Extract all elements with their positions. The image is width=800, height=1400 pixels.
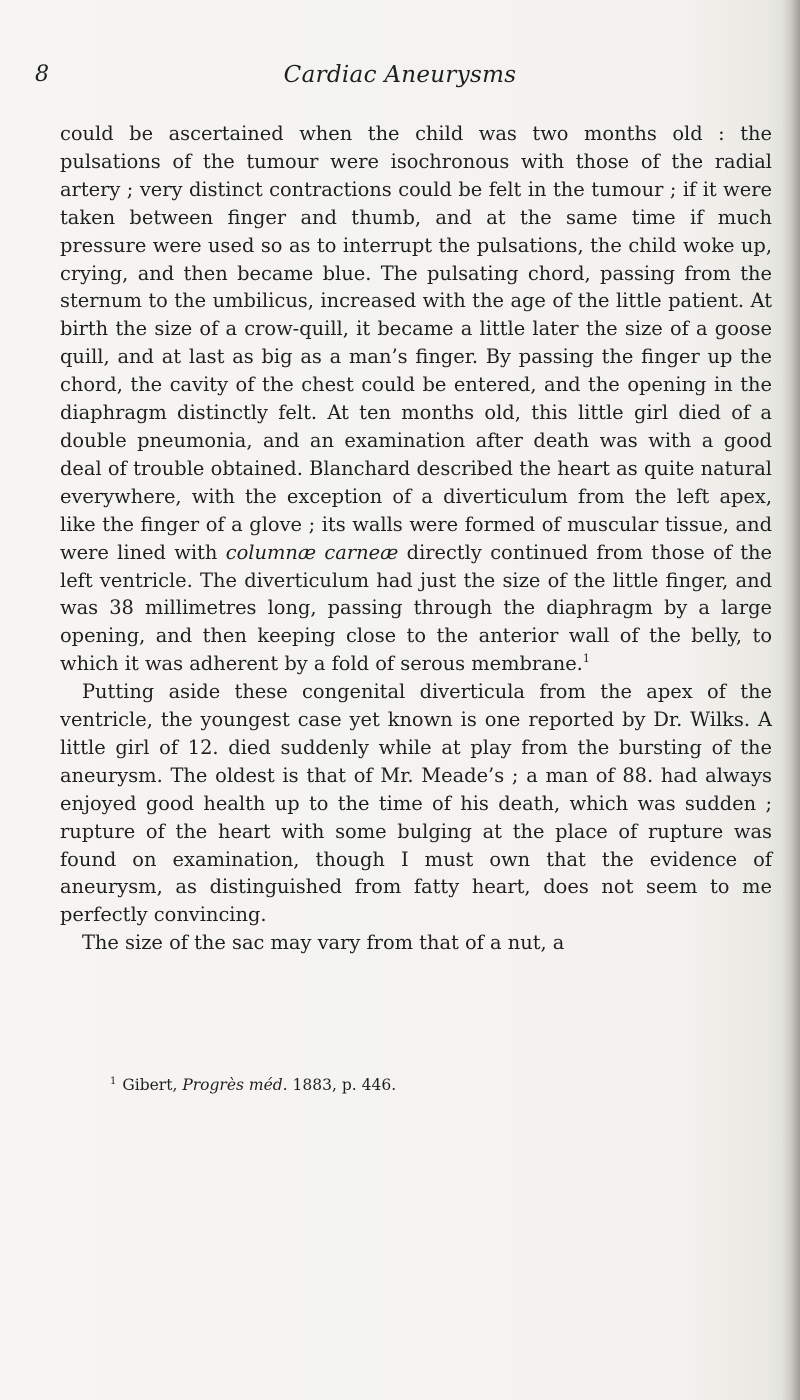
paragraph-1-text-b: directly continued from those of the left ventricle. The diverticulum had just the size of the little finger, and was 38 millimetres long, passing through the diaphragm by a large opening, and then keeping close to the anterior wall of the belly, to which it was adherent by a fold of serous membrane.: [60, 540, 772, 676]
footnote-marker: 1: [110, 1076, 117, 1087]
footnote-citation: 1883, p. 446.: [292, 1076, 397, 1094]
footnote: [110, 1072, 770, 1095]
running-title: Cardiac Aneurysms: [283, 62, 517, 88]
paragraph-1: [60, 120, 772, 678]
footnote-reference: 1: [582, 652, 590, 666]
body-text: [60, 120, 772, 957]
page-edge-shadow: [782, 0, 800, 1400]
paragraph-2: Putting aside these congenital diverticula from the apex of the ventricle, the youngest case yet known is one reported by Dr. Wilks. A little girl of 12. died suddenly while at play from the bursting of the aneurysm. The oldest is that of Mr. Meade’s ; a man of 88. had always enjoyed good health up to the time of his death, which was sudden ; rupture of the heart with some bulging at the place of rupture was found on examination, though I must own that the evidence of aneurysm, as distinguished from fatty heart, does not seem to me perfectly convincing.: [60, 680, 772, 927]
paragraph-1-text-a: could be ascertained when the child was two months old : the pulsations of the tumour were isochronous with those of the radial artery ; very distinct contractions could be felt in the tumour ; if it were taken between finger and thumb, and at the same time if much pressure were used so as to interrupt the pulsations, the child woke up, crying, and then became blue. The pulsating chord, passing from the sternum to the umbilicus, increased with the age of the little patient. At birth the size of a crow-quill, it became a little later the size of a goose quill, and at last as big as a man’s finger. By passing the finger up the chord, the cavity of the chest could be entered, and the opening in the diaphragm distinctly felt. At ten months old, this little girl died of a double pneumonia, and an examination after death was with a good deal of trouble obtained. Blanchard described the heart as quite natural everywhere, with the exception of a diverticulum from the left apex, like the finger of a glove ; its walls were formed of muscular tissue, and were lined with: [60, 122, 772, 564]
footnote-author: Gibert,: [122, 1076, 178, 1094]
footnote-journal: Progrès méd.: [182, 1076, 288, 1094]
paragraph-1-italic-term: columnæ carneæ: [225, 540, 399, 564]
page-number: 8: [35, 62, 49, 87]
paragraph-3: The size of the sac may vary from that of a nut, a: [82, 931, 565, 955]
page-header: [0, 62, 800, 96]
